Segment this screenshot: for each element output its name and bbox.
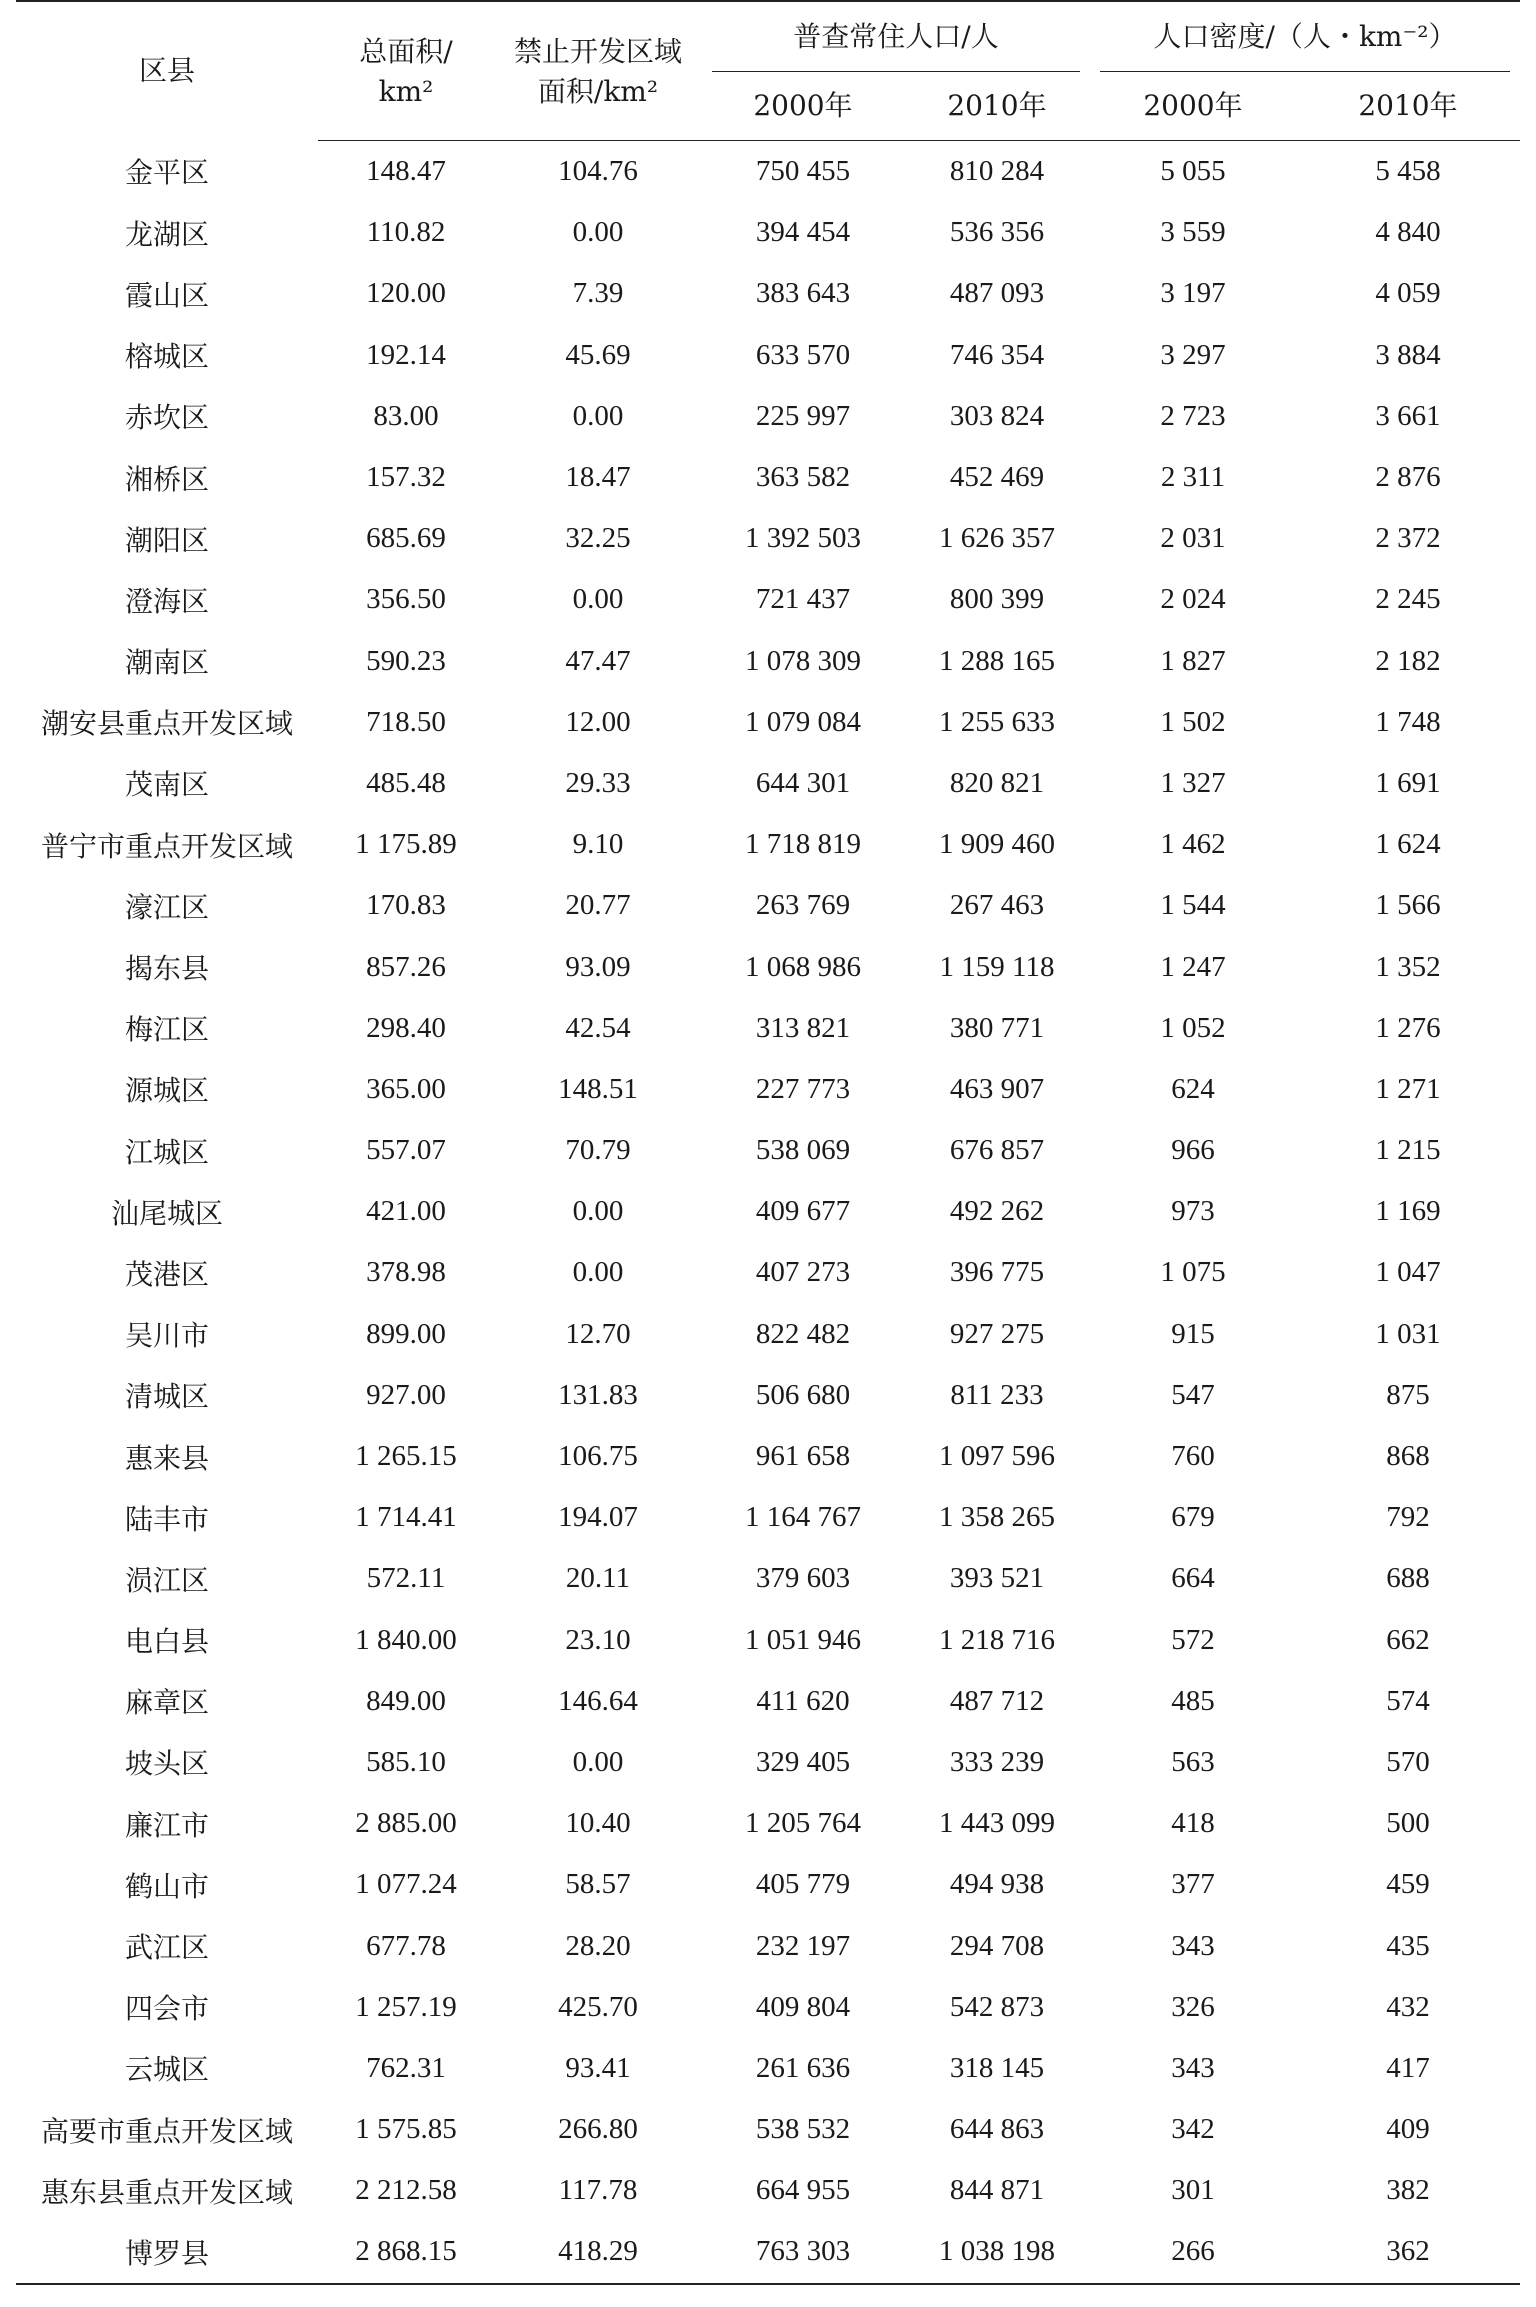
total-area-cell: 2 868.15 <box>318 2221 494 2283</box>
total-area-cell: 677.78 <box>366 1929 446 1962</box>
table-row <box>16 1671 1520 1732</box>
district-name-cell: 梅江区 <box>124 1013 209 1047</box>
table-row <box>16 936 1520 997</box>
density-2000-cell: 3 197 <box>1160 277 1226 310</box>
district-name-cell: 惠东县重点开发区域 <box>40 2175 293 2209</box>
population-2010-cell: 463 907 <box>949 1072 1045 1105</box>
district-name-cell: 四会市 <box>124 1992 209 2026</box>
density-2000-cell: 1 247 <box>1160 950 1226 983</box>
table-row <box>16 1854 1520 1915</box>
total-area-cell: 857.26 <box>366 950 446 983</box>
population-2010-cell: 492 262 <box>949 1195 1045 1228</box>
prohibited-area-cell: 29.33 <box>565 766 631 799</box>
table-row <box>16 1365 1520 1426</box>
district-name-cell: 茂南区 <box>124 768 209 802</box>
population-2010-cell: 318 145 <box>949 2051 1045 2084</box>
table-body <box>16 141 1520 2284</box>
density-2010-cell: 1 215 <box>1375 1134 1441 1167</box>
density-2010-cell: 792 <box>1386 1501 1430 1534</box>
density-2000-cell: 679 <box>1171 1501 1215 1534</box>
prohibited-area-cell: 0.00 <box>572 1745 624 1778</box>
population-2000-cell: 225 997 <box>755 399 851 432</box>
prohibited-area-cell: 12.70 <box>565 1317 631 1350</box>
density-2010-cell: 417 <box>1386 2051 1430 2084</box>
population-2010-cell: 746 354 <box>949 338 1045 371</box>
population-2010-cell: 1 626 357 <box>939 522 1055 555</box>
header-population-group: 普查常住人口/人 <box>702 1 1090 72</box>
population-2000-cell: 633 570 <box>755 338 851 371</box>
total-area-cell: 590.23 <box>366 644 446 677</box>
district-name-cell: 金平区 <box>124 156 209 190</box>
total-area-cell: 1 077.24 <box>355 1868 457 1901</box>
total-area-cell: 170.83 <box>366 889 446 922</box>
prohibited-area-cell: 131.83 <box>558 1378 638 1411</box>
header-den-2000: 2000年 <box>1090 72 1296 141</box>
total-area-cell: 421.00 <box>366 1195 446 1228</box>
total-area-cell: 1 257.19 <box>355 1990 457 2023</box>
density-2010-cell: 2 245 <box>1375 583 1441 616</box>
density-2010-cell: 3 661 <box>1375 399 1441 432</box>
density-2010-cell: 3 884 <box>1375 338 1441 371</box>
population-2000-cell: 407 273 <box>755 1256 851 1289</box>
density-2000-cell: 563 <box>1171 1745 1215 1778</box>
population-density-table <box>16 0 1520 2285</box>
population-2000-cell: 1 718 819 <box>745 828 861 861</box>
density-2010-cell: 1 271 <box>1375 1072 1441 1105</box>
total-area-cell: 298.40 <box>366 1011 446 1044</box>
district-name-cell: 霞山区 <box>124 278 209 312</box>
table-row <box>16 1059 1520 1120</box>
total-area-cell: 192.14 <box>366 338 446 371</box>
district-name-cell: 电白县 <box>124 1625 209 1659</box>
population-2010-cell: 1 038 198 <box>904 2221 1090 2283</box>
population-2010-cell: 396 775 <box>949 1256 1045 1289</box>
total-area-cell: 365.00 <box>366 1072 446 1105</box>
density-2010-cell: 5 458 <box>1375 155 1441 188</box>
population-2000-cell: 409 804 <box>755 1990 851 2023</box>
density-2010-cell: 662 <box>1386 1623 1430 1656</box>
population-2010-cell: 542 873 <box>949 1990 1045 2023</box>
prohibited-area-cell: 32.25 <box>565 522 631 555</box>
density-2010-cell: 2 372 <box>1375 522 1441 555</box>
prohibited-area-cell: 104.76 <box>558 155 638 188</box>
population-2010-cell: 380 771 <box>949 1011 1045 1044</box>
district-name-cell: 惠来县 <box>124 1441 209 1475</box>
table-row <box>16 1610 1520 1671</box>
total-area-cell: 1 714.41 <box>355 1501 457 1534</box>
population-2000-cell: 383 643 <box>755 277 851 310</box>
table-row <box>16 1426 1520 1487</box>
density-2000-cell: 2 024 <box>1160 583 1226 616</box>
density-2010-cell: 4 059 <box>1375 277 1441 310</box>
density-2000-cell: 1 327 <box>1160 766 1226 799</box>
table-row <box>16 692 1520 753</box>
prohibited-area-cell: 425.70 <box>558 1990 638 2023</box>
total-area-cell: 849.00 <box>366 1684 446 1717</box>
district-name-cell: 廉江市 <box>124 1808 209 1842</box>
density-2010-cell: 2 182 <box>1375 644 1441 677</box>
table-row <box>16 1548 1520 1609</box>
population-2000-cell: 261 636 <box>755 2051 851 2084</box>
table-row <box>16 447 1520 508</box>
population-2010-cell: 303 824 <box>949 399 1045 432</box>
population-2000-cell: 409 677 <box>755 1195 851 1228</box>
district-name-cell: 博罗县 <box>16 2221 318 2283</box>
table-row <box>16 1915 1520 1976</box>
total-area-cell: 110.82 <box>366 216 446 249</box>
table-row <box>16 1242 1520 1303</box>
table-row <box>16 1487 1520 1548</box>
prohibited-area-cell: 148.51 <box>558 1072 638 1105</box>
prohibited-area-cell: 418.29 <box>494 2221 702 2283</box>
population-2000-cell: 664 955 <box>755 2174 851 2207</box>
population-2000-cell: 506 680 <box>755 1378 851 1411</box>
density-2010-cell: 1 276 <box>1375 1011 1441 1044</box>
population-2000-cell: 227 773 <box>755 1072 851 1105</box>
district-name-cell: 潮阳区 <box>124 523 209 557</box>
density-2000-cell: 266 <box>1090 2221 1296 2283</box>
prohibited-area-cell: 9.10 <box>572 828 624 861</box>
total-area-cell: 378.98 <box>366 1256 446 1289</box>
total-area-cell: 718.50 <box>366 705 446 738</box>
density-2010-cell: 574 <box>1386 1684 1430 1717</box>
prohibited-area-cell: 0.00 <box>572 1195 624 1228</box>
table-header <box>16 1 1520 141</box>
density-2000-cell: 485 <box>1171 1684 1215 1717</box>
prohibited-area-cell: 117.78 <box>558 2174 638 2207</box>
total-area-cell: 762.31 <box>366 2051 446 2084</box>
density-2010-cell: 1 624 <box>1375 828 1441 861</box>
table-row <box>16 1977 1520 2038</box>
density-2000-cell: 343 <box>1171 1929 1215 1962</box>
population-2000-cell: 1 068 986 <box>745 950 861 983</box>
population-2010-cell: 927 275 <box>949 1317 1045 1350</box>
population-2000-cell: 1 205 764 <box>745 1807 861 1840</box>
table-row <box>16 202 1520 263</box>
district-name-cell: 清城区 <box>124 1380 209 1414</box>
district-name-cell: 潮南区 <box>124 646 209 680</box>
population-2000-cell: 721 437 <box>755 583 851 616</box>
density-2010-cell: 4 840 <box>1375 216 1441 249</box>
population-2000-cell: 405 779 <box>755 1868 851 1901</box>
population-2000-cell: 329 405 <box>755 1745 851 1778</box>
density-2000-cell: 3 559 <box>1160 216 1226 249</box>
population-2010-cell: 294 708 <box>949 1929 1045 1962</box>
district-name-cell: 涢江区 <box>124 1563 209 1597</box>
population-2010-cell: 393 521 <box>949 1562 1045 1595</box>
header-pop-2010: 2010年 <box>904 72 1090 141</box>
density-2000-cell: 664 <box>1171 1562 1215 1595</box>
table-row <box>16 508 1520 569</box>
table-row <box>16 141 1520 203</box>
population-2010-cell: 267 463 <box>949 889 1045 922</box>
total-area-cell: 120.00 <box>366 277 446 310</box>
table-row <box>16 998 1520 1059</box>
population-2000-cell: 1 079 084 <box>745 705 861 738</box>
district-name-cell: 赤坎区 <box>124 401 209 435</box>
population-2010-cell: 487 093 <box>949 277 1045 310</box>
density-2000-cell: 2 031 <box>1160 522 1226 555</box>
prohibited-area-cell: 10.40 <box>565 1807 631 1840</box>
table-row <box>16 631 1520 692</box>
header-row-top <box>16 1 1520 72</box>
density-2010-cell: 1 566 <box>1375 889 1441 922</box>
total-area-cell: 1 265.15 <box>355 1440 457 1473</box>
district-name-cell: 普宁市重点开发区域 <box>40 829 293 863</box>
population-2000-cell: 961 658 <box>755 1440 851 1473</box>
district-name-cell: 高要市重点开发区域 <box>40 2114 293 2148</box>
population-2000-cell: 763 303 <box>702 2221 904 2283</box>
density-2010-cell: 459 <box>1386 1868 1430 1901</box>
table-row <box>16 2221 1520 2283</box>
total-area-cell: 557.07 <box>366 1134 446 1167</box>
density-2000-cell: 5 055 <box>1160 155 1226 188</box>
prohibited-area-cell: 146.64 <box>558 1684 638 1717</box>
prohibited-area-cell: 70.79 <box>565 1134 631 1167</box>
population-2010-cell: 820 821 <box>949 766 1045 799</box>
prohibited-area-cell: 266.80 <box>558 2113 638 2146</box>
prohibited-area-cell: 106.75 <box>558 1440 638 1473</box>
density-2010-cell: 382 <box>1386 2174 1430 2207</box>
header-total-area-line2: km² <box>318 72 494 141</box>
density-2010-cell: 1 169 <box>1375 1195 1441 1228</box>
district-name-cell: 陆丰市 <box>124 1502 209 1536</box>
density-2010-cell: 432 <box>1386 1990 1430 2023</box>
total-area-cell: 685.69 <box>366 522 446 555</box>
prohibited-area-cell: 47.47 <box>565 644 631 677</box>
prohibited-area-cell: 23.10 <box>565 1623 631 1656</box>
table-row <box>16 1732 1520 1793</box>
table-row <box>16 1120 1520 1181</box>
district-name-cell: 源城区 <box>124 1074 209 1108</box>
district-name-cell: 潮安县重点开发区域 <box>40 707 293 741</box>
total-area-cell: 356.50 <box>366 583 446 616</box>
population-2000-cell: 411 620 <box>756 1684 850 1717</box>
population-2010-cell: 333 239 <box>949 1745 1045 1778</box>
density-2010-cell: 362 <box>1296 2221 1520 2283</box>
district-name-cell: 吴川市 <box>124 1319 209 1353</box>
density-2000-cell: 3 297 <box>1160 338 1226 371</box>
density-2010-cell: 1 352 <box>1375 950 1441 983</box>
prohibited-area-cell: 194.07 <box>558 1501 638 1534</box>
district-name-cell: 鹤山市 <box>124 1869 209 1903</box>
density-2000-cell: 418 <box>1171 1807 1215 1840</box>
prohibited-area-cell: 58.57 <box>565 1868 631 1901</box>
table-row <box>16 2160 1520 2221</box>
total-area-cell: 927.00 <box>366 1378 446 1411</box>
density-2010-cell: 875 <box>1386 1378 1430 1411</box>
total-area-cell: 572.11 <box>366 1562 446 1595</box>
header-prohibited-line1: 禁止开发区域 <box>494 1 702 72</box>
total-area-cell: 1 575.85 <box>355 2113 457 2146</box>
table-row <box>16 386 1520 447</box>
prohibited-area-cell: 45.69 <box>565 338 631 371</box>
header-district: 区县 <box>16 1 318 141</box>
population-2000-cell: 263 769 <box>755 889 851 922</box>
district-name-cell: 武江区 <box>124 1931 209 1965</box>
total-area-cell: 2 885.00 <box>355 1807 457 1840</box>
prohibited-area-cell: 0.00 <box>572 216 624 249</box>
total-area-cell: 157.32 <box>366 461 446 494</box>
district-name-cell: 揭东县 <box>124 952 209 986</box>
density-2000-cell: 760 <box>1171 1440 1215 1473</box>
density-2000-cell: 1 502 <box>1160 705 1226 738</box>
population-2000-cell: 822 482 <box>755 1317 851 1350</box>
table-row <box>16 875 1520 936</box>
header-total-area-line1: 总面积/ <box>318 1 494 72</box>
population-2010-cell: 1 159 118 <box>939 950 1055 983</box>
district-name-cell: 麻章区 <box>124 1686 209 1720</box>
density-2010-cell: 570 <box>1386 1745 1430 1778</box>
table-row <box>16 753 1520 814</box>
density-2000-cell: 1 075 <box>1160 1256 1226 1289</box>
prohibited-area-cell: 20.77 <box>565 889 631 922</box>
density-2010-cell: 2 876 <box>1375 461 1441 494</box>
total-area-cell: 585.10 <box>366 1745 446 1778</box>
total-area-cell: 83.00 <box>373 399 439 432</box>
population-2010-cell: 800 399 <box>949 583 1045 616</box>
density-2010-cell: 500 <box>1386 1807 1430 1840</box>
density-2010-cell: 1 031 <box>1375 1317 1441 1350</box>
total-area-cell: 1 840.00 <box>355 1623 457 1656</box>
table-row <box>16 1181 1520 1242</box>
prohibited-area-cell: 0.00 <box>572 583 624 616</box>
density-2000-cell: 326 <box>1171 1990 1215 2023</box>
population-2000-cell: 1 164 767 <box>745 1501 861 1534</box>
population-2000-cell: 538 069 <box>755 1134 851 1167</box>
density-2000-cell: 973 <box>1171 1195 1215 1228</box>
density-2000-cell: 342 <box>1171 2113 1215 2146</box>
district-name-cell: 龙湖区 <box>124 217 209 251</box>
header-density-group: 人口密度/（人・km⁻²） <box>1090 1 1520 72</box>
table-row <box>16 1304 1520 1365</box>
prohibited-area-cell: 18.47 <box>565 461 631 494</box>
population-2000-cell: 232 197 <box>755 1929 851 1962</box>
prohibited-area-cell: 28.20 <box>565 1929 631 1962</box>
table-row <box>16 263 1520 324</box>
district-name-cell: 汕尾城区 <box>110 1196 223 1230</box>
population-2010-cell: 644 863 <box>949 2113 1045 2146</box>
district-name-cell: 坡头区 <box>124 1747 209 1781</box>
table-row <box>16 1793 1520 1854</box>
population-2010-cell: 1 218 716 <box>939 1623 1055 1656</box>
total-area-cell: 2 212.58 <box>355 2174 457 2207</box>
density-2000-cell: 966 <box>1171 1134 1215 1167</box>
prohibited-area-cell: 12.00 <box>565 705 631 738</box>
population-2000-cell: 1 078 309 <box>745 644 861 677</box>
prohibited-area-cell: 93.41 <box>565 2051 631 2084</box>
population-2010-cell: 1 288 165 <box>939 644 1055 677</box>
population-2010-cell: 452 469 <box>949 461 1045 494</box>
density-2000-cell: 572 <box>1171 1623 1215 1656</box>
population-2000-cell: 379 603 <box>755 1562 851 1595</box>
district-name-cell: 江城区 <box>124 1135 209 1169</box>
density-2000-cell: 547 <box>1171 1378 1215 1411</box>
population-2010-cell: 844 871 <box>949 2174 1045 2207</box>
table-row <box>16 814 1520 875</box>
prohibited-area-cell: 93.09 <box>565 950 631 983</box>
density-2000-cell: 624 <box>1171 1072 1215 1105</box>
density-2010-cell: 435 <box>1386 1929 1430 1962</box>
district-name-cell: 濠江区 <box>124 890 209 924</box>
density-2000-cell: 343 <box>1171 2051 1215 2084</box>
density-2010-cell: 1 047 <box>1375 1256 1441 1289</box>
table-row <box>16 569 1520 630</box>
district-name-cell: 榕城区 <box>124 340 209 374</box>
population-2010-cell: 494 938 <box>949 1868 1045 1901</box>
density-2010-cell: 688 <box>1386 1562 1430 1595</box>
prohibited-area-cell: 0.00 <box>572 1256 624 1289</box>
population-2000-cell: 313 821 <box>755 1011 851 1044</box>
density-2000-cell: 915 <box>1171 1317 1215 1350</box>
total-area-cell: 485.48 <box>366 766 446 799</box>
district-name-cell: 澄海区 <box>124 584 209 618</box>
density-2010-cell: 868 <box>1386 1440 1430 1473</box>
density-2000-cell: 2 723 <box>1160 399 1226 432</box>
population-2000-cell: 644 301 <box>755 766 851 799</box>
population-2010-cell: 1 443 099 <box>939 1807 1055 1840</box>
population-2000-cell: 750 455 <box>755 155 851 188</box>
density-2000-cell: 2 311 <box>1160 461 1226 494</box>
district-name-cell: 茂港区 <box>124 1257 209 1291</box>
density-2000-cell: 1 827 <box>1160 644 1226 677</box>
density-2000-cell: 1 462 <box>1160 828 1226 861</box>
header-prohibited-line2: 面积/km² <box>494 72 702 141</box>
total-area-cell: 899.00 <box>366 1317 446 1350</box>
total-area-cell: 1 175.89 <box>355 828 457 861</box>
population-2010-cell: 1 909 460 <box>939 828 1055 861</box>
prohibited-area-cell: 42.54 <box>565 1011 631 1044</box>
header-pop-2000: 2000年 <box>702 72 904 141</box>
density-2000-cell: 1 544 <box>1160 889 1226 922</box>
prohibited-area-cell: 7.39 <box>572 277 624 310</box>
population-2000-cell: 538 532 <box>755 2113 851 2146</box>
header-den-2010: 2010年 <box>1296 72 1520 141</box>
population-2010-cell: 811 233 <box>950 1378 1044 1411</box>
district-name-cell: 云城区 <box>124 2053 209 2087</box>
density-2000-cell: 377 <box>1171 1868 1215 1901</box>
density-2000-cell: 1 052 <box>1160 1011 1226 1044</box>
population-2000-cell: 363 582 <box>755 461 851 494</box>
table-row <box>16 325 1520 386</box>
density-2010-cell: 1 748 <box>1375 705 1441 738</box>
table-row <box>16 2099 1520 2160</box>
population-2010-cell: 810 284 <box>949 155 1045 188</box>
population-2010-cell: 1 358 265 <box>939 1501 1055 1534</box>
prohibited-area-cell: 20.11 <box>565 1562 631 1595</box>
population-2010-cell: 676 857 <box>949 1134 1045 1167</box>
population-2010-cell: 487 712 <box>949 1684 1045 1717</box>
density-2010-cell: 1 691 <box>1375 766 1441 799</box>
table-row <box>16 2038 1520 2099</box>
density-2010-cell: 409 <box>1386 2113 1430 2146</box>
district-name-cell: 湘桥区 <box>124 462 209 496</box>
population-2010-cell: 536 356 <box>949 216 1045 249</box>
density-2000-cell: 301 <box>1171 2174 1215 2207</box>
population-2010-cell: 1 255 633 <box>939 705 1055 738</box>
population-2000-cell: 1 051 946 <box>745 1623 861 1656</box>
total-area-cell: 148.47 <box>366 155 446 188</box>
prohibited-area-cell: 0.00 <box>572 399 624 432</box>
population-2010-cell: 1 097 596 <box>939 1440 1055 1473</box>
population-2000-cell: 394 454 <box>755 216 851 249</box>
population-2000-cell: 1 392 503 <box>745 522 861 555</box>
